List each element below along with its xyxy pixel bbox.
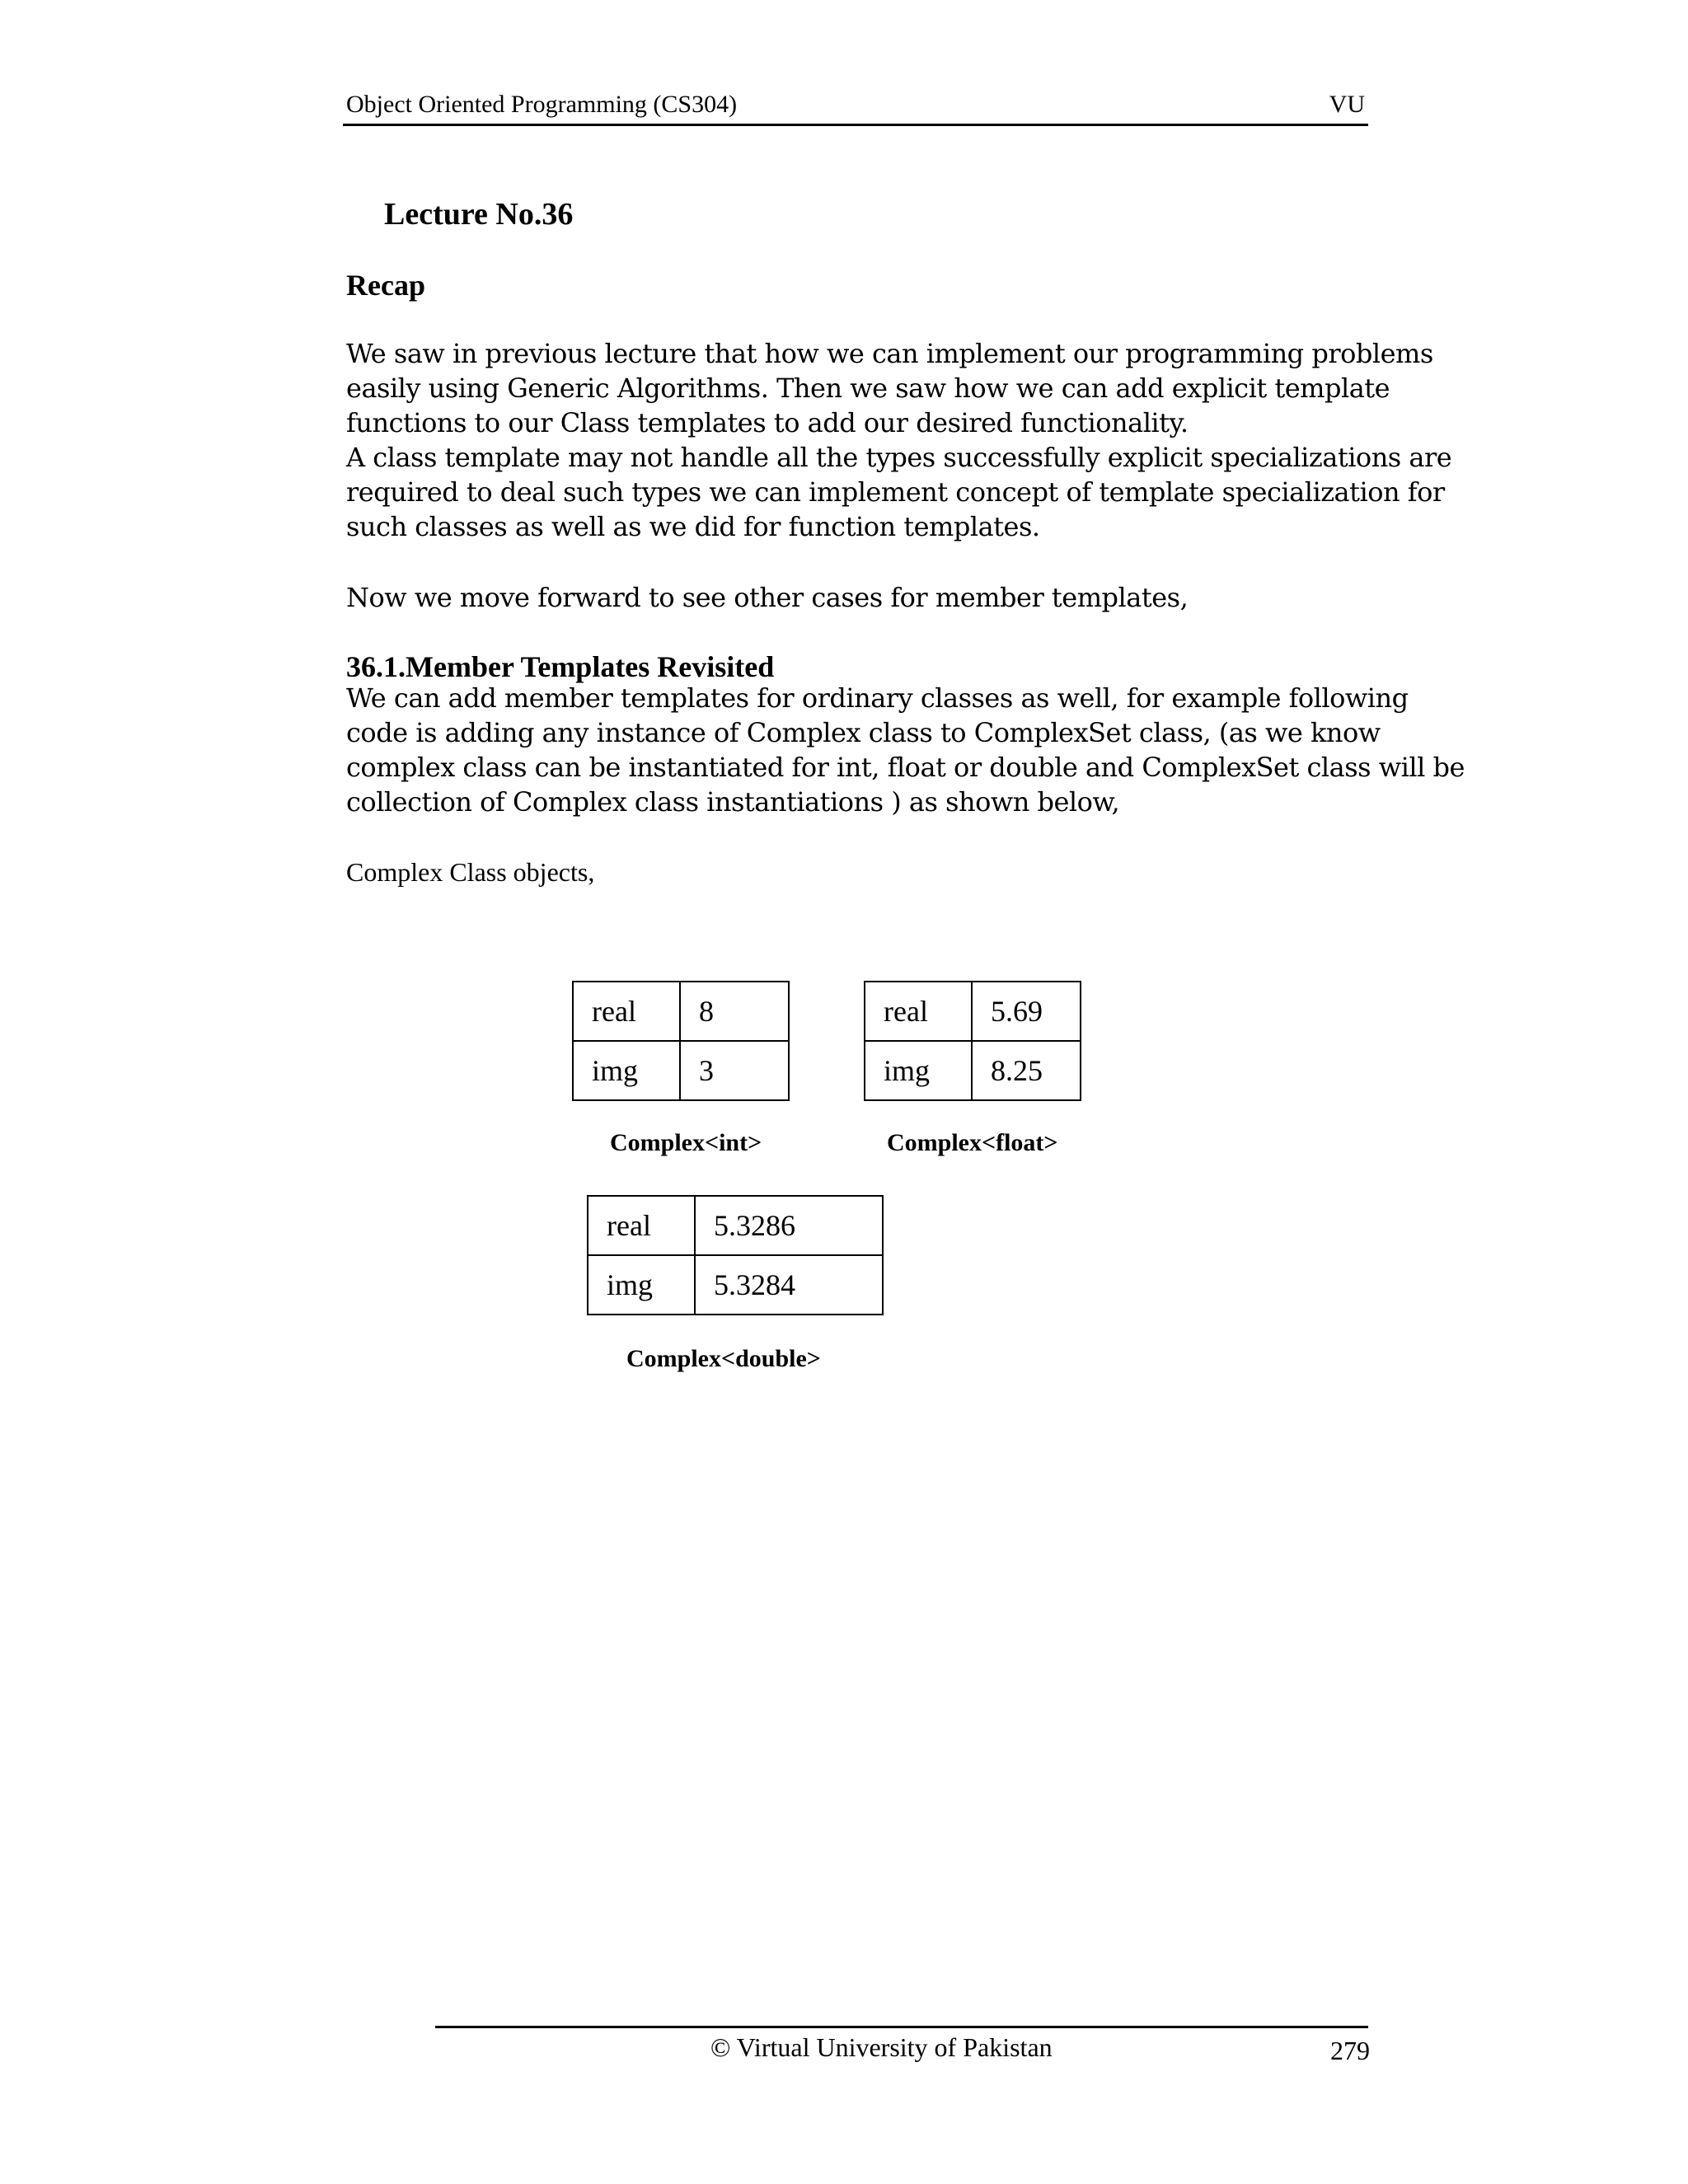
complex-double-table	[587, 1195, 884, 1315]
lecture-title: Lecture No.36	[384, 197, 574, 232]
recap-line: such classes as well as we did for function templates.	[346, 511, 1040, 542]
field-value: 5.69	[972, 982, 1081, 1041]
table-row	[573, 982, 789, 1041]
recap-line: A class template may not handle all the types successfully explicit specializations are	[346, 442, 1452, 473]
recap-line: We saw in previous lecture that how we can implement our programming problems	[346, 338, 1433, 369]
field-value: 8	[680, 982, 789, 1041]
section-line: code is adding any instance of Complex class to ComplexSet class, (as we know	[346, 717, 1381, 748]
recap-line: required to deal such types we can implement concept of template specialization for	[346, 476, 1445, 508]
complex-int-caption: Complex<int>	[610, 1129, 762, 1156]
table-row	[588, 1196, 883, 1255]
field-name: real	[588, 1196, 695, 1255]
header-divider	[343, 124, 1368, 126]
header-course-title: Object Oriented Programming (CS304)	[346, 91, 738, 118]
table-row	[865, 982, 1081, 1041]
recap-line: easily using Generic Algorithms. Then we saw how we can add explicit template	[346, 373, 1390, 404]
recap-next-line: Now we move forward to see other cases for member templates,	[346, 582, 1189, 613]
footer-divider	[435, 2026, 1368, 2028]
field-value: 5.3286	[695, 1196, 883, 1255]
field-name: img	[865, 1041, 972, 1100]
table-row	[573, 1041, 789, 1100]
objects-label: Complex Class objects,	[346, 857, 595, 887]
section-heading: 36.1.Member Templates Revisited	[346, 650, 775, 683]
field-name: real	[865, 982, 972, 1041]
complex-float-table	[864, 981, 1081, 1101]
field-name: img	[588, 1255, 695, 1315]
page-number: 279	[1330, 2036, 1370, 2065]
field-value: 5.3284	[695, 1255, 883, 1315]
complex-double-caption: Complex<double>	[626, 1345, 821, 1372]
complex-float-caption: Complex<float>	[887, 1129, 1058, 1156]
field-name: real	[573, 982, 680, 1041]
section-line: complex class can be instantiated for int, float or double and ComplexSet class will be	[346, 752, 1465, 783]
complex-int-table	[572, 981, 790, 1101]
table-row	[588, 1255, 883, 1315]
header-institution: VU	[1329, 91, 1365, 118]
field-value: 8.25	[972, 1041, 1081, 1100]
footer-copyright: © Virtual University of Pakistan	[710, 2032, 1053, 2062]
field-value: 3	[680, 1041, 789, 1100]
field-name: img	[573, 1041, 680, 1100]
section-line: We can add member templates for ordinary classes as well, for example following	[346, 682, 1409, 714]
section-line: collection of Complex class instantiations ) as shown below,	[346, 786, 1120, 818]
recap-heading: Recap	[346, 269, 425, 302]
table-row	[865, 1041, 1081, 1100]
recap-line: functions to our Class templates to add our desired functionality.	[346, 407, 1189, 438]
